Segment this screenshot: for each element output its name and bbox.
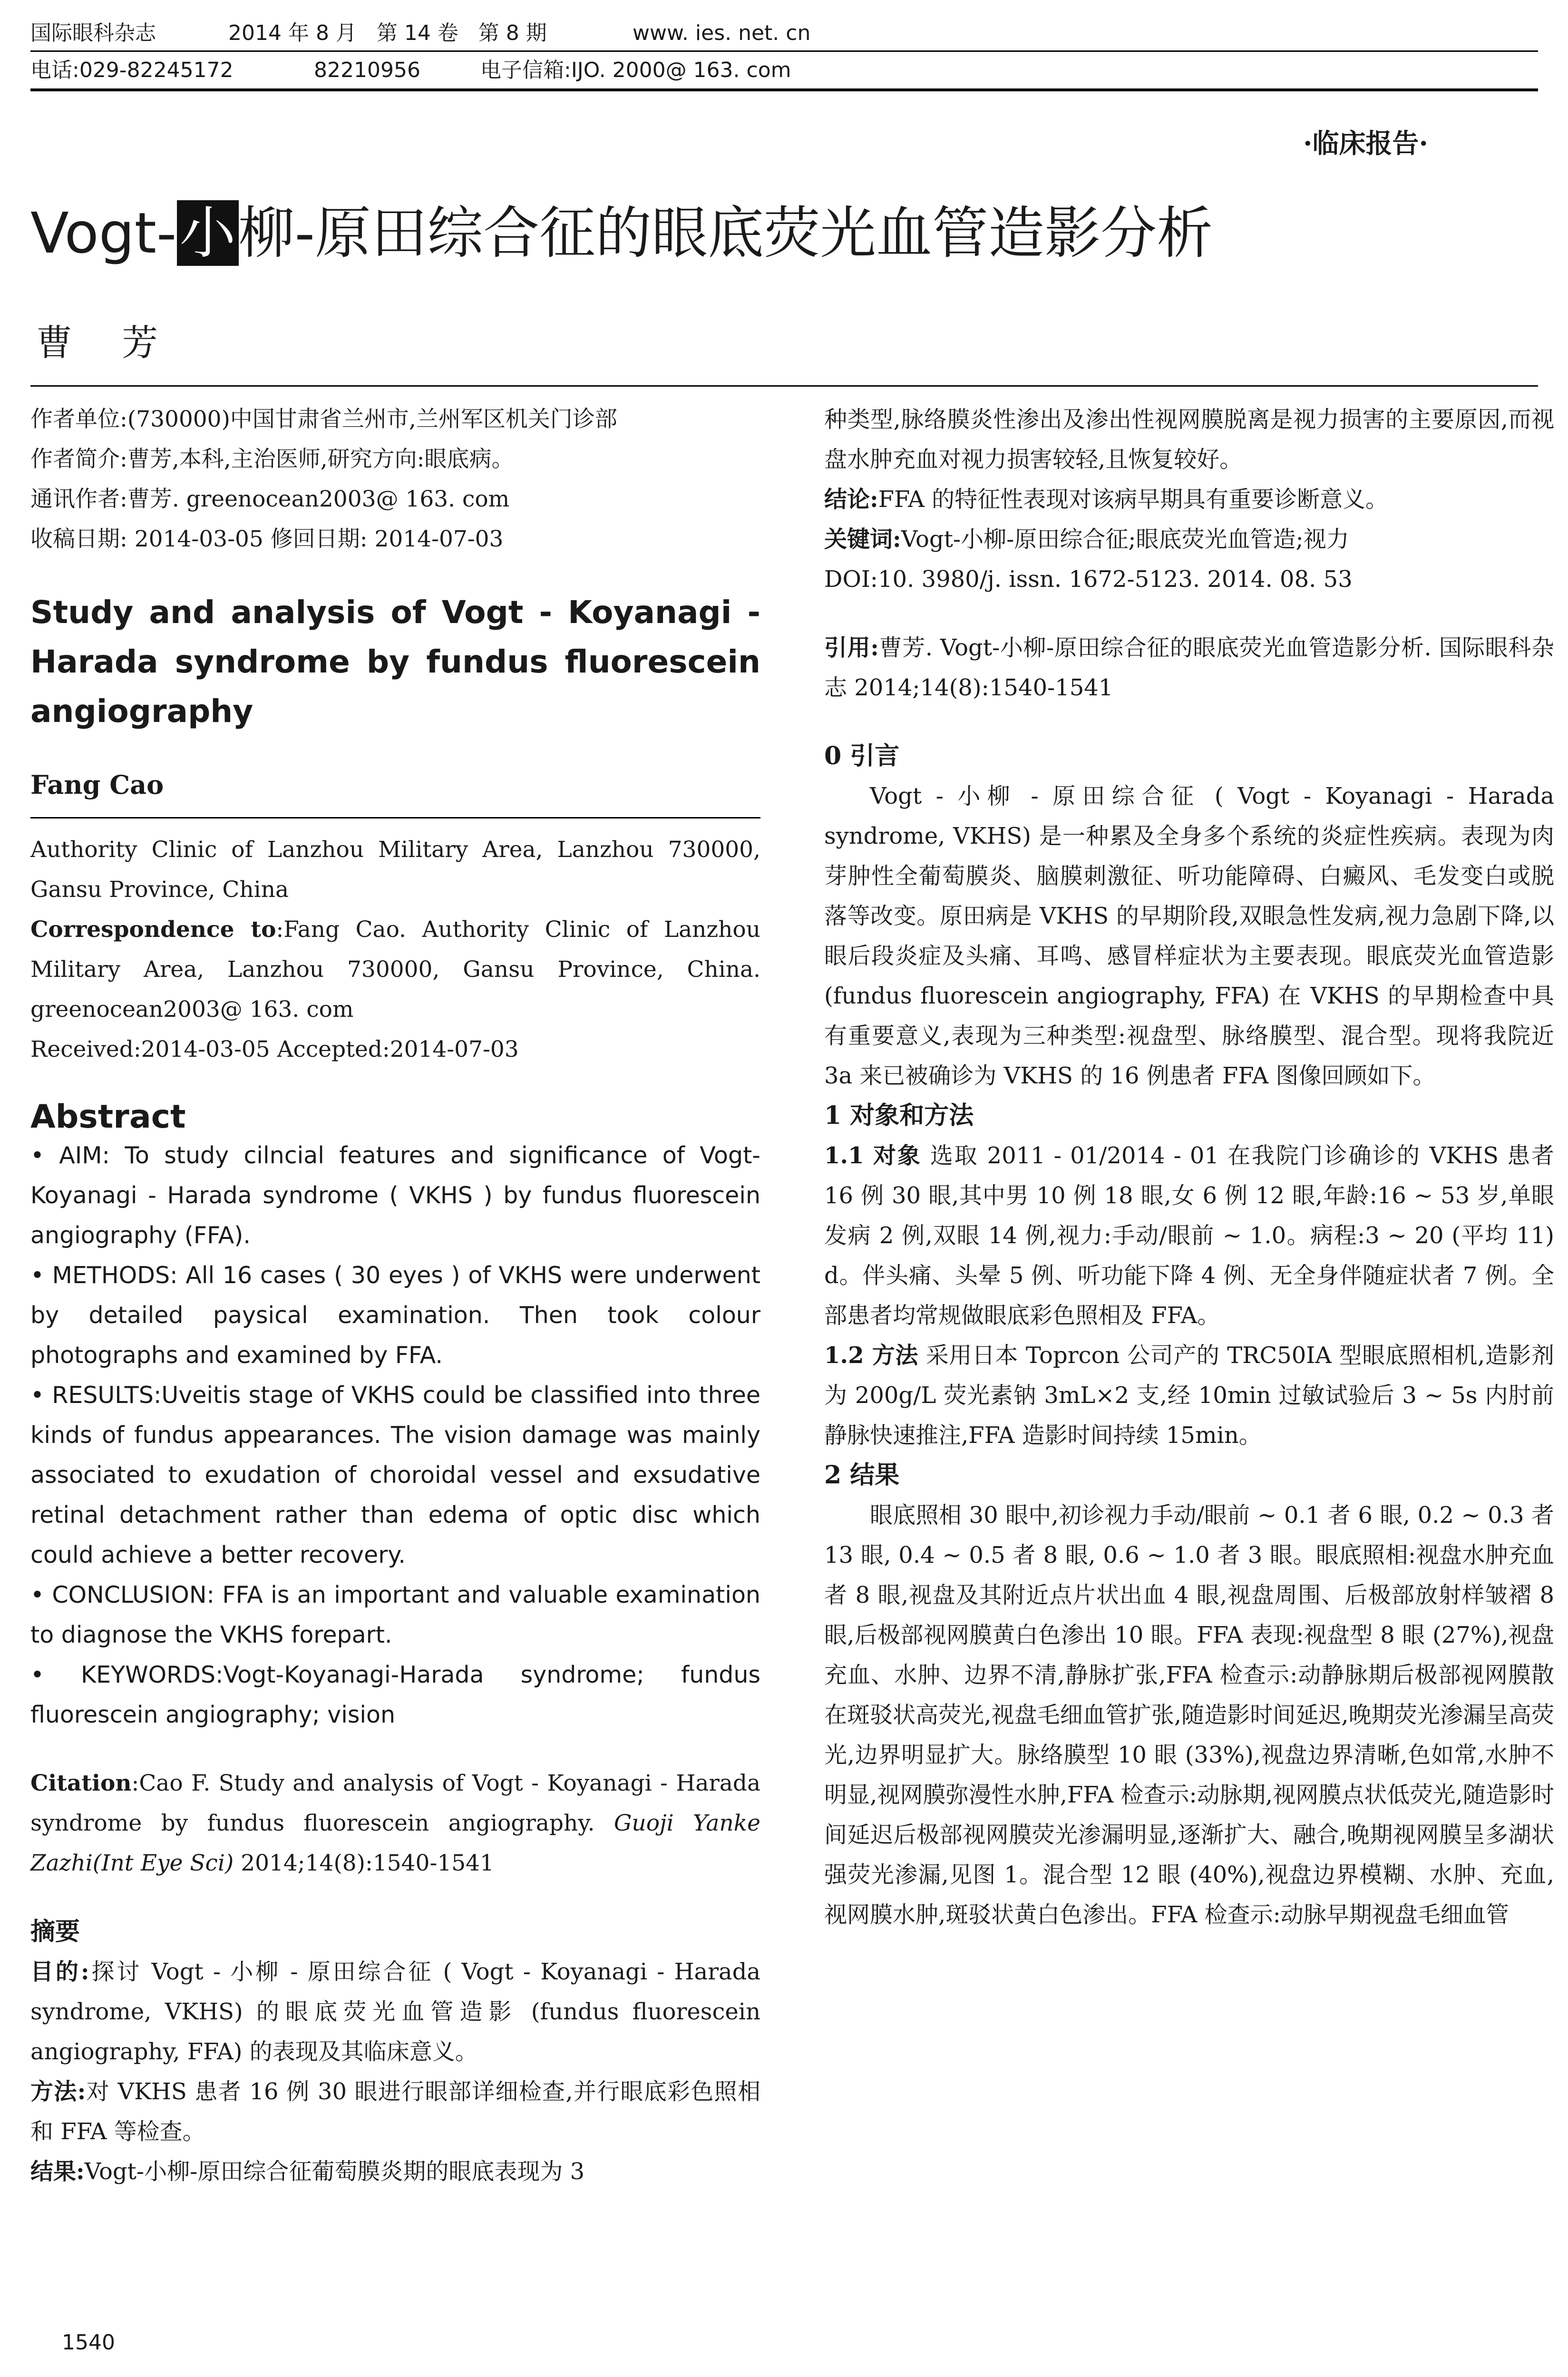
abstract-results: • RESULTS:Uveitis stage of VKHS could be classified into three kinds of fundus appearances. The vision damage was mainly associated to exudation of choroidal vessel and exsudative retinal detachment rather than edema of optic disc which could achieve a better recovery. <box>30 1382 760 1568</box>
issue-info: 2014 年 8 月 第 14 卷 第 8 期 <box>228 21 547 45</box>
results-paragraph: 眼底照相 30 眼中,初诊视力手动/眼前 ~ 0.1 者 6 眼, 0.2 ~ 0.3 者 13 眼, 0.4 ~ 0.5 者 8 眼, 0.6 ~ 1.0 者 3 眼。眼底照相:视盘水肿充血者 8 眼,视盘及其附近点片状出血 4 眼,视盘周围、后极部放射样皱褶 8 眼,后极部视网膜黄白色渗出 10 眼。FFA 表现:视盘型 8 眼 (27%),视盘充血、水肿、边界不清,静脉扩张,FFA 检查示:动静脉期后极部视网膜散在斑驳状高荧光,视盘毛细血管扩张,随造影时间延迟,晚期荧光渗漏呈高荧光,边界明显扩大。脉络膜型 10 眼 (33%),视盘边界清晰,色如常,水肿不明显,视网膜弥漫性水肿,FFA 检查示:动脉期,视网膜点状低荧光,随造影时间延迟后极部视网膜荧光渗漏明显,逐渐扩大、融合,晚期视网膜呈多湖状强荧光渗漏,见图 1。混合型 12 眼 (40%),视盘边界模糊、水肿、充血,视网膜水肿,斑驳状黄白色渗出。FFA 检查示:动脉早期视盘毛细血管 <box>824 1502 1554 1928</box>
english-correspondence: Correspondence to:Fang Cao. Authority Clinic of Lanzhou Military Area, Lanzhou 730000, Gansu Province, China. greenocean2003@ 163. com <box>30 916 761 1023</box>
meta-affiliation: 作者单位:(730000)中国甘肃省兰州市,兰州军区机关门诊部 <box>30 406 617 432</box>
abstract-heading: Abstract <box>30 1098 186 1136</box>
doi: DOI:10. 3980/j. issn. 1672-5123. 2014. 08. 53 <box>824 566 1353 593</box>
author: 曹 芳 <box>36 321 177 364</box>
received-dates: Received:2014-03-05 Accepted:2014-07-03 <box>30 1036 519 1062</box>
phone-2: 82210956 <box>314 58 420 82</box>
author-rule <box>30 817 760 818</box>
abstract-conclusion: • CONCLUSION: FFA is an important and valuable examination to diagnose the VKHS forepart. <box>30 1581 760 1648</box>
meta-correspondence: 通讯作者:曹芳. greenocean2003@ 163. com <box>30 486 510 512</box>
english-title: Study and analysis of Vogt - Koyanagi - Harada syndrome by fundus fluorescein angiography <box>30 594 760 730</box>
meta-dates: 收稿日期: 2014-03-05 修回日期: 2014-07-03 <box>30 526 504 552</box>
section-0-heading: 0 引言 <box>824 741 900 770</box>
subsection-1-1: 1.1 对象 选取 2011 - 01/2014 - 01 在我院门诊确诊的 VKHS 患者 16 例 30 眼,其中男 10 例 18 眼,女 6 例 12 眼,年龄:16 ~ 53 岁,单眼发病 2 例,双眼 14 例,视力:手动/眼前 ~ 1.0。病程:3 ~ 20 (平均 11) d。伴头痛、头晕 5 例、听功能下降 4 例、无全身伴随症状者 7 例。全部患者均常规做眼底彩色照相及 FFA。 <box>824 1142 1554 1329</box>
section-tag: ·临床报告· <box>1303 128 1428 159</box>
english-author: Fang Cao <box>30 770 164 800</box>
title-rule <box>30 385 1538 387</box>
header-rule-thick <box>30 88 1538 91</box>
intro-paragraph: Vogt - 小柳 - 原田综合征 ( Vogt - Koyanagi - Harada syndrome, VKHS) 是一种累及全身多个系统的炎症性疾病。表现为肉芽肿性全葡萄膜炎、脑膜刺激征、听功能障碍、白癜风、毛发变白或脱落等改变。原田病是 VKHS 的早期阶段,双眼急性发病,视力急剧下降,以眼后段炎症及头痛、耳鸣、感冒样症状为主要表现。眼底荧光血管造影 (fundus fluorescein angiography, FFA) 在 VKHS 的早期检查中具有重要意义,表现为三种类型:视盘型、脉络膜型、混合型。现将我院近 3a 来已被确诊为 VKHS 的 16 例患者 FFA 图像回顾如下。 <box>824 783 1554 1089</box>
cn-conclusion: 结论:FFA 的特征性表现对该病早期具有重要诊断意义。 <box>824 486 1389 513</box>
english-affiliation: Authority Clinic of Lanzhou Military Area, Lanzhou 730000, Gansu Province, China <box>30 837 760 903</box>
left-column <box>30 399 760 2192</box>
header-rule <box>30 50 1538 52</box>
cn-keywords: 关键词:Vogt-小柳-原田综合征;眼底荧光血管造;视力 <box>824 526 1349 553</box>
page-number: 1540 <box>62 2330 115 2355</box>
cn-results: 结果:Vogt-小柳-原田综合征葡萄膜炎期的眼底表现为 3 <box>30 2158 585 2185</box>
cn-citation: 引用:曹芳. Vogt-小柳-原田综合征的眼底荧光血管造影分析. 国际眼科杂志 2014;14(8):1540-1541 <box>824 634 1554 701</box>
cn-results-cont: 种类型,脉络膜炎性渗出及渗出性视网膜脱离是视力损害的主要原因,而视盘水肿充血对视力损害较轻,且恢复较好。 <box>824 406 1554 473</box>
abstract-methods: • METHODS: All 16 cases ( 30 eyes ) of VKHS were underwent by detailed paysical examination. Then took colour photographs and examined by FFA. <box>30 1262 760 1369</box>
section-2-heading: 2 结果 <box>824 1461 900 1490</box>
abstract-aim: • AIM: To study cilncial features and significance of Vogt-Koyanagi - Harada syndrome ( VKHS ) by fundus fluorescein angiography (FFA). <box>30 1142 760 1249</box>
page-title: Vogt-小柳-原田综合征的眼底荧光血管造影分析 <box>30 200 1213 266</box>
email: 电子信箱:IJO. 2000@ 163. com <box>480 58 791 82</box>
phone: 电话:029-82245172 <box>30 58 234 82</box>
cn-abstract-heading: 摘要 <box>30 1917 80 1946</box>
cn-methods: 方法:对 VKHS 患者 16 例 30 眼进行眼部详细检查,并行眼底彩色照相和 FFA 等检查。 <box>30 2078 760 2145</box>
title-highlight: 小 <box>177 200 239 266</box>
section-1-heading: 1 对象和方法 <box>824 1101 974 1130</box>
citation: Citation:Cao F. Study and analysis of Vogt - Koyanagi - Harada syndrome by fundus fluorescein angiography. Guoji Yanke Zazhi(Int Eye Sci) 2014;14(8):1540-1541 <box>30 1770 760 1876</box>
website: www. ies. net. cn <box>633 21 811 45</box>
journal-name: 国际眼科杂志 <box>30 21 156 45</box>
abstract-keywords: • KEYWORDS:Vogt-Koyanagi-Harada syndrome; fundus fluorescein angiography; vision <box>30 1661 760 1728</box>
meta-bio: 作者简介:曹芳,本科,主治医师,研究方向:眼底病。 <box>30 446 514 472</box>
cn-aim: 目的:探讨 Vogt - 小柳 - 原田综合征 ( Vogt - Koyanagi - Harada syndrome, VKHS) 的眼底荧光血管造影 (fundus fluorescein angiography, FFA) 的表现及其临床意义。 <box>30 1958 760 2065</box>
right-column <box>824 399 1554 1935</box>
subsection-1-2: 1.2 方法 采用日本 Toprcon 公司产的 TRC50IA 型眼底照相机,造影剂为 200g/L 荧光素钠 3mL×2 支,经 10min 过敏试验后 3 ~ 5s 内肘前静脉快速推注,FFA 造影时间持续 15min。 <box>824 1342 1554 1449</box>
